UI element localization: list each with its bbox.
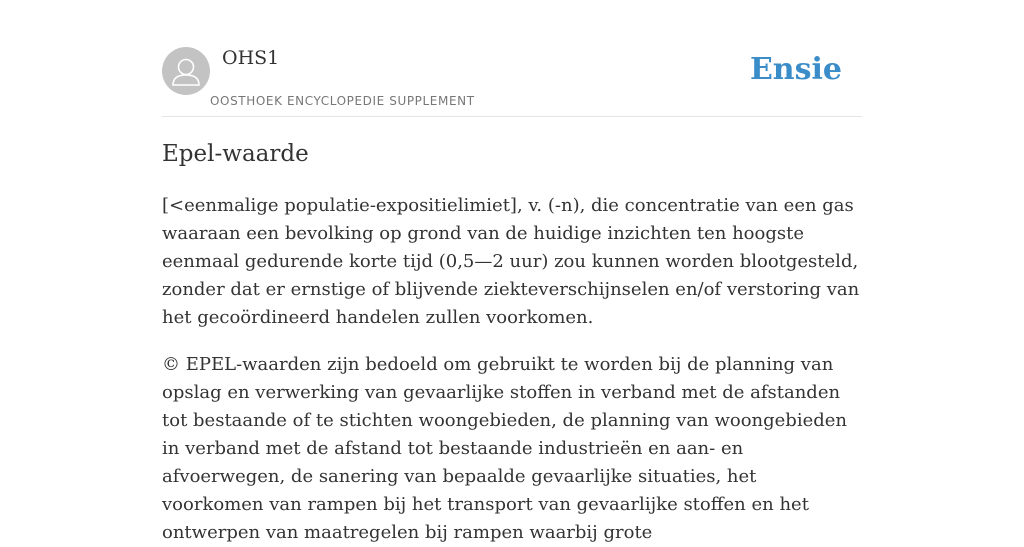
source-link[interactable]: OOSTHOEK ENCYCLOPEDIE SUPPLEMENT bbox=[210, 94, 475, 108]
article-paragraph: © EPEL-waarden zijn bedoeld om gebruikt te worden bij de planning van opslag en verwerking van gevaarlijke stoffen in verband met de afstanden tot bestaande of te stichten woongebieden, de planning van woongebieden in verband met de afstand tot bestaande industrieën en aan- en afvoerwegen, de sanering van bepaalde gevaarlijke situaties, het voorkomen van rampen bij het transport van gevaarlijke stoffen en het ontwerpen van maatregelen bij rampen waarbij grote bbox=[162, 354, 847, 543]
author-name[interactable]: OHS1 bbox=[222, 47, 280, 69]
article-title: Epel-waarde bbox=[162, 141, 309, 167]
user-icon bbox=[162, 47, 210, 95]
page-header bbox=[162, 0, 862, 117]
article-paragraph: [<eenmalige populatie-expositielimiet], v. (-n), die concentratie van een gas waaraan een bevolking op grond van de huidige inzichten ten hoogste eenmaal gedurende korte tijd (0,5—2 uur) zou kunnen worden blootgesteld, zonder dat er ernstige of blijvende ziekteverschijnselen en/of verstoring van het gecoördineerd handelen zullen voorkomen. bbox=[162, 195, 860, 328]
site-logo[interactable]: Ensie bbox=[749, 52, 842, 87]
avatar[interactable] bbox=[162, 47, 210, 95]
article bbox=[162, 136, 862, 547]
